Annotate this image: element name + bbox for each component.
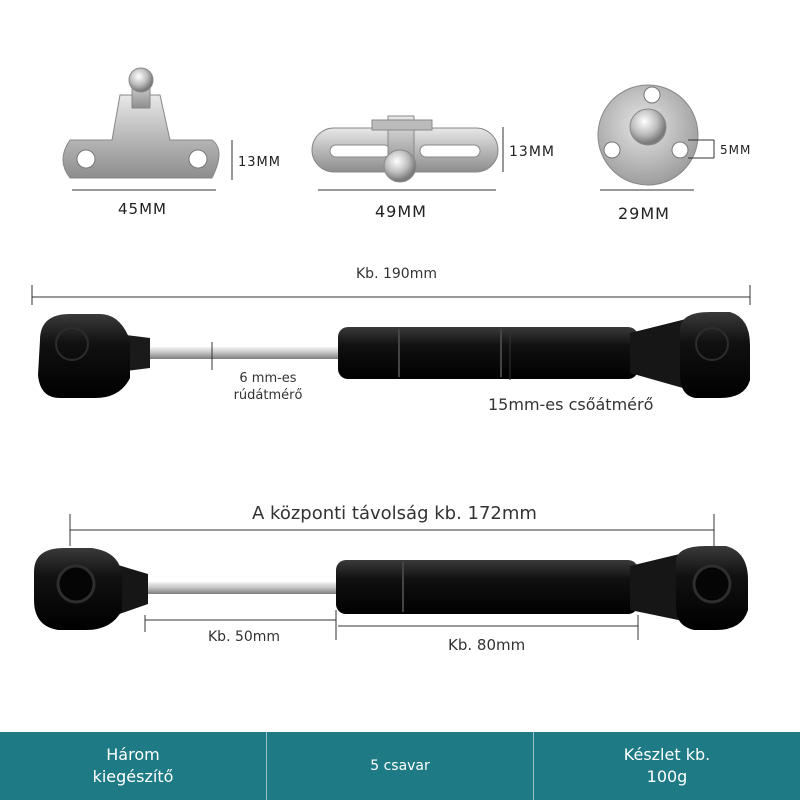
center-distance-label: A központi távolság kb. 172mm: [252, 503, 537, 524]
rod-length-label: Kb. 50mm: [208, 629, 281, 645]
info-bar: [0, 732, 800, 800]
info-cell-weight: Készlet kb. 100g: [623, 745, 711, 786]
left-bracket-width: 45MM: [118, 200, 167, 218]
left-bracket-height: 13MM: [238, 155, 281, 170]
middle-bracket-width: 49MM: [375, 202, 427, 221]
tube-diameter-label: 15mm-es csőátmérő: [488, 395, 654, 414]
round-bracket: [598, 85, 698, 185]
info-cell-screws: 5 csavar: [267, 732, 534, 800]
ball-size: 5MM: [720, 143, 752, 157]
rod-diameter-label: 6 mm-es rúdátmérő: [233, 371, 303, 403]
l-bracket: [63, 68, 219, 178]
middle-bracket-height: 13MM: [509, 144, 555, 160]
tube-length-label: Kb. 80mm: [448, 636, 526, 654]
gas-strut-top: [38, 312, 750, 398]
round-bracket-diameter: 29MM: [618, 204, 670, 223]
gas-strut-bottom: [34, 546, 748, 630]
strut-length-label: Kb. 190mm: [356, 266, 437, 282]
info-cell-accessories: Három kiegészítő: [0, 732, 267, 800]
slotted-bracket: [312, 116, 498, 182]
